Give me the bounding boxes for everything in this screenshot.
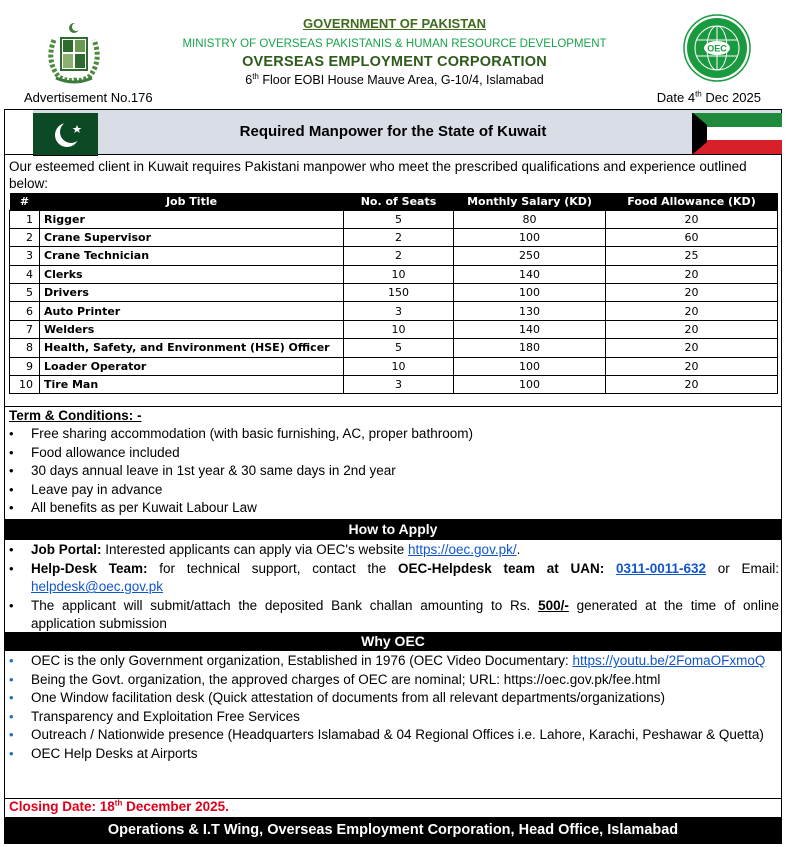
row-number: 1 (10, 210, 40, 228)
how-to-apply-heading: How to Apply (5, 519, 781, 540)
seats: 2 (344, 247, 454, 265)
helpdesk-email-link[interactable]: helpdesk@oec.gov.pk (31, 579, 164, 595)
salary: 100 (454, 284, 606, 302)
table-row (10, 228, 778, 246)
table-row (10, 357, 778, 375)
col-header-salary: Monthly Salary (KD) (454, 193, 606, 210)
job-title: Drivers (40, 284, 344, 302)
helpdesk-item (9, 560, 779, 597)
helpdesk-label: Help-Desk Team: (31, 560, 148, 576)
challan-end: generated at the time of online application submission (31, 597, 779, 632)
intro-text: Our esteemed client in Kuwait requires Pakistani manpower who meet the prescribed qualifications and experience outlined below: (9, 159, 747, 191)
food-allowance: 20 (606, 265, 778, 283)
terms-list (9, 425, 779, 518)
why-oec-heading: Why OEC (5, 632, 781, 651)
youtube-documentary-link[interactable]: https://youtu.be/2FomaOFxmoQ (572, 653, 766, 668)
helpdesk-phone-link[interactable]: 0311-0011-632 (615, 560, 707, 576)
date-suffix-sup: th (695, 89, 702, 99)
salary: 130 (454, 302, 606, 320)
food-allowance: 25 (606, 247, 778, 265)
jobs-table (9, 193, 778, 394)
row-number: 9 (10, 357, 40, 375)
oec-logo-icon (683, 14, 751, 82)
salary: 100 (454, 357, 606, 375)
helpdesk-or: or Email: (706, 560, 779, 576)
terms-heading: Term & Conditions: - (9, 408, 142, 423)
row-number: 8 (10, 339, 40, 357)
job-title: Health, Safety, and Environment (HSE) Officer (40, 339, 344, 357)
row-number: 3 (10, 247, 40, 265)
job-title: Clerks (40, 265, 344, 283)
table-row (10, 247, 778, 265)
job-portal-text: Interested applicants can apply via OEC's website (101, 542, 409, 557)
row-number: 7 (10, 320, 40, 338)
food-allowance: 20 (606, 376, 778, 394)
advertisement-date (657, 90, 761, 105)
terms-item: • Food allowance included (9, 444, 779, 463)
banner-left-gap (5, 110, 33, 154)
food-allowance: 20 (606, 210, 778, 228)
seats: 3 (344, 302, 454, 320)
table-row (10, 284, 778, 302)
salary: 180 (454, 339, 606, 357)
svg-text:OEC: OEC (707, 43, 727, 54)
advertisement-number: Advertisement No.176 (24, 90, 153, 105)
pakistan-flag-icon (33, 113, 98, 156)
table-row (10, 302, 778, 320)
food-allowance: 20 (606, 284, 778, 302)
salary: 80 (454, 210, 606, 228)
job-portal-end: . (516, 542, 521, 557)
ministry-heading: MINISTRY OF OVERSEAS PAKISTANIS & HUMAN RESOURCE DEVELOPMENT (182, 38, 607, 50)
footer-bar: Operations & I.T Wing, Overseas Employment Corporation, Head Office, Islamabad (5, 817, 781, 844)
salary: 100 (454, 228, 606, 246)
salary: 250 (454, 247, 606, 265)
job-title: Rigger (40, 210, 344, 228)
food-allowance: 60 (606, 228, 778, 246)
closing-date (9, 799, 229, 814)
food-allowance: 20 (606, 357, 778, 375)
why-oec-item: • One Window facilitation desk (Quick attestation of documents from all relevant departments/organizations) (9, 689, 779, 708)
government-heading: GOVERNMENT OF PAKISTAN (303, 16, 486, 31)
seats: 10 (344, 320, 454, 338)
date-prefix: Date 4 (656, 90, 696, 105)
address-floor: 6 (245, 73, 253, 87)
job-portal-label: Job Portal: (31, 542, 102, 557)
col-header-job-title: Job Title (40, 193, 344, 210)
job-title: Crane Supervisor (40, 228, 344, 246)
closing-date-suffix: December 2025. (122, 799, 229, 814)
col-header-food-allowance: Food Allowance (KD) (606, 193, 778, 210)
why-oec-item-text: OEC is the only Government organization, Established in 1976 (OEC Video Documentary: (31, 653, 573, 668)
closing-date-sup: th (114, 798, 123, 808)
food-allowance: 20 (606, 320, 778, 338)
seats: 5 (344, 339, 454, 357)
col-header-number: # (10, 193, 40, 210)
terms-item: • Free sharing accommodation (with basic furnishing, AC, proper bathroom) (9, 425, 779, 444)
address-text: Floor EOBI House Mauve Area, G-10/4, Islamabad (258, 73, 544, 87)
row-number: 2 (10, 228, 40, 246)
job-title: Auto Printer (40, 302, 344, 320)
table-row (10, 210, 778, 228)
job-portal-item (9, 541, 779, 560)
seats: 5 (344, 210, 454, 228)
seats: 2 (344, 228, 454, 246)
salary: 140 (454, 320, 606, 338)
food-allowance: 20 (606, 339, 778, 357)
row-number: 4 (10, 265, 40, 283)
banner-title: Required Manpower for the State of Kuwait (239, 123, 547, 140)
table-header-row (10, 193, 778, 210)
table-row (10, 320, 778, 338)
kuwait-flag-icon (692, 113, 782, 154)
job-title: Welders (40, 320, 344, 338)
job-title: Crane Technician (40, 247, 344, 265)
table-row (10, 339, 778, 357)
seats: 10 (344, 265, 454, 283)
col-header-seats: No. of Seats (344, 193, 454, 210)
why-oec-item (9, 652, 779, 671)
table-row (10, 376, 778, 394)
address (0, 73, 789, 87)
date-suffix: Dec 2025 (701, 90, 761, 105)
terms-item: • All benefits as per Kuwait Labour Law (9, 499, 779, 518)
challan-text: The applicant will submit/attach the deposited Bank challan amounting to Rs. (31, 597, 539, 613)
job-title: Loader Operator (40, 357, 344, 375)
terms-item: • 30 days annual leave in 1st year & 30 same days in 2nd year (9, 462, 779, 481)
seats: 3 (344, 376, 454, 394)
terms-separator (5, 406, 781, 407)
address-floor-suffix: th (252, 71, 259, 81)
food-allowance: 20 (606, 302, 778, 320)
organization-heading: OVERSEAS EMPLOYMENT CORPORATION (242, 54, 547, 70)
seats: 150 (344, 284, 454, 302)
why-oec-item: • Transparency and Exploitation Free Services (9, 708, 779, 727)
why-oec-item: • Being the Govt. organization, the approved charges of OEC are nominal; URL: https://oec.gov.pk/fee.html (9, 671, 779, 690)
closing-date-prefix: Closing Date: 18 (9, 799, 115, 814)
challan-item (9, 597, 779, 634)
salary: 140 (454, 265, 606, 283)
terms-item: • Leave pay in advance (9, 481, 779, 500)
table-row (10, 265, 778, 283)
job-title: Tire Man (40, 376, 344, 394)
row-number: 5 (10, 284, 40, 302)
why-oec-list (9, 652, 779, 764)
row-number: 6 (10, 302, 40, 320)
title-banner (5, 109, 781, 155)
challan-amount: 500/- (538, 597, 569, 613)
why-oec-item: • Outreach / Nationwide presence (Headquarters Islamabad & 04 Regional Offices i.e. Lahore, Karachi, Peshawar & Quetta) (9, 726, 779, 745)
helpdesk-text: for technical support, contact the (147, 560, 398, 576)
oec-website-link[interactable]: https://oec.gov.pk/ (408, 542, 517, 557)
row-number: 10 (10, 376, 40, 394)
helpdesk-bold-text: OEC-Helpdesk team at UAN: (397, 560, 616, 576)
salary: 100 (454, 376, 606, 394)
how-to-apply-list (9, 541, 779, 634)
why-oec-item: • OEC Help Desks at Airports (9, 745, 779, 764)
seats: 10 (344, 357, 454, 375)
